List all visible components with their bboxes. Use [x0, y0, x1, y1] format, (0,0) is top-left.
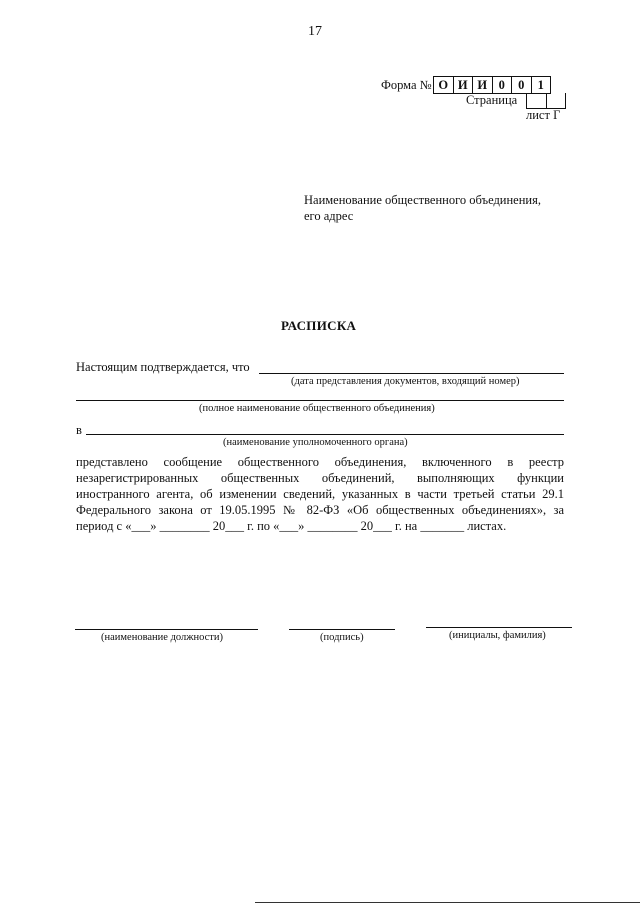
form-cell: И — [453, 76, 473, 94]
signature-hint: (подпись) — [320, 632, 364, 643]
body-line: период с «___» ________ 20___ г. по «___» ________ 20___ г. на _______ листах. — [76, 519, 507, 533]
name-input-line — [76, 400, 564, 401]
form-number-label: Форма № — [381, 78, 432, 92]
position-line — [75, 629, 258, 630]
position-hint: (наименование должности) — [101, 632, 224, 643]
full-name-hint: (инициалы, фамилия) — [449, 630, 546, 641]
form-number-cells — [433, 76, 551, 94]
addressee-line-1: Наименование общественного объединения, — [304, 193, 541, 207]
form-cell: И — [472, 76, 492, 94]
full-name-line — [426, 627, 572, 628]
body-line: представлено сообщение общественного объединения, включенного в реестр — [76, 455, 564, 469]
body-line: иностранного агента, об изменении сведений, указанных в части третьей статьи 29.1 — [76, 487, 564, 501]
document-title: РАСПИСКА — [281, 318, 357, 333]
form-cell: 0 — [511, 76, 531, 94]
body-line: незарегистрированных общественных объединений, выполняющих функции — [76, 471, 564, 485]
prefix-v: в — [76, 423, 82, 437]
page-label: Страница — [466, 93, 518, 107]
sheet-label: лист Г — [526, 108, 561, 122]
scan-edge-line — [255, 902, 640, 903]
form-cell: О — [433, 76, 453, 94]
form-cell: 0 — [492, 76, 512, 94]
body-paragraph — [76, 454, 564, 534]
addressee-line-2: его адрес — [304, 209, 354, 223]
form-cell: 1 — [531, 76, 552, 94]
page-cells — [526, 93, 566, 109]
organ-input-line — [86, 434, 564, 435]
date-input-line — [259, 373, 564, 374]
page-number: 17 — [308, 24, 322, 39]
confirm-intro: Настоящим подтверждается, что — [76, 360, 250, 374]
organ-hint: (наименование уполномоченного органа) — [223, 437, 408, 448]
date-hint: (дата представления документов, входящий номер) — [291, 376, 520, 387]
signature-line — [289, 629, 395, 630]
page-cell — [546, 93, 567, 109]
page-cell — [526, 93, 546, 109]
name-hint: (полное наименование общественного объединения) — [199, 403, 435, 414]
body-line: Федерального закона от 19.05.1995 № 82-ФЗ «Об общественных объединениях», за — [76, 503, 564, 517]
